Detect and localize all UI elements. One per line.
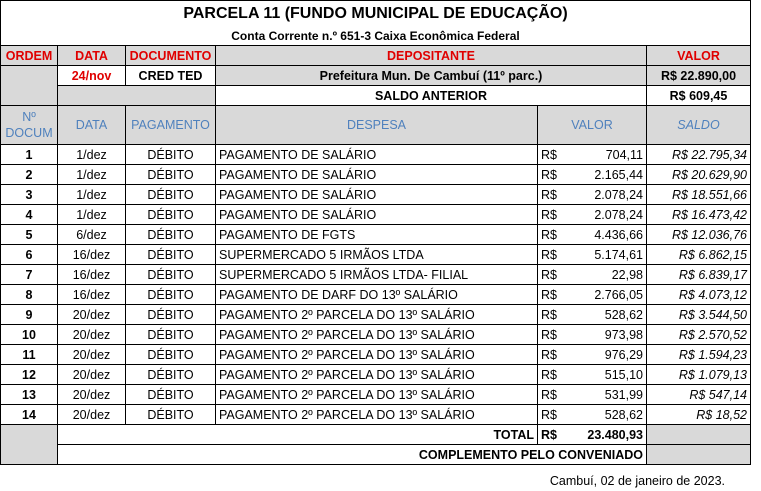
row-payment: DÉBITO xyxy=(126,405,216,425)
expense-rows xyxy=(1,145,751,425)
row-currency: R$ xyxy=(541,147,557,162)
row-value-cell xyxy=(538,305,647,325)
row-description: PAGAMENTO DE FGTS xyxy=(216,225,538,245)
row-currency: R$ xyxy=(541,347,557,362)
row-date: 20/dez xyxy=(58,385,126,405)
row-num: 9 xyxy=(1,305,58,325)
row-description: PAGAMENTO DE SALÁRIO xyxy=(216,145,538,165)
row-balance: R$ 1.079,13 xyxy=(647,365,751,385)
row-value: 973,98 xyxy=(604,327,643,342)
deposit-value: R$ 22.890,00 xyxy=(647,66,751,86)
row-value-cell xyxy=(538,145,647,165)
row-payment: DÉBITO xyxy=(126,265,216,285)
row-date: 6/dez xyxy=(58,225,126,245)
row-value-cell xyxy=(538,165,647,185)
row-balance: R$ 18.551,66 xyxy=(647,185,751,205)
row-value: 2.766,05 xyxy=(594,287,643,302)
row-balance: R$ 6.862,15 xyxy=(647,245,751,265)
row-currency: R$ xyxy=(541,167,557,182)
row-currency: R$ xyxy=(541,387,557,402)
row-description: PAGAMENTO 2º PARCELA DO 13º SALÁRIO xyxy=(216,305,538,325)
row-date: 16/dez xyxy=(58,265,126,285)
row-balance: R$ 6.839,17 xyxy=(647,265,751,285)
row-currency: R$ xyxy=(541,327,557,342)
table-row xyxy=(1,245,751,265)
table-row xyxy=(1,205,751,225)
header-valor: VALOR xyxy=(647,46,751,66)
row-description: PAGAMENTO 2º PARCELA DO 13º SALÁRIO xyxy=(216,345,538,365)
row-num: 14 xyxy=(1,405,58,425)
row-balance: R$ 12.036,76 xyxy=(647,225,751,245)
row-payment: DÉBITO xyxy=(126,345,216,365)
row-num: 10 xyxy=(1,325,58,345)
row-balance: R$ 22.795,34 xyxy=(647,145,751,165)
row-balance: R$ 20.629,90 xyxy=(647,165,751,185)
row-date: 20/dez xyxy=(58,365,126,385)
table-row xyxy=(1,185,751,205)
row-currency: R$ xyxy=(541,247,557,262)
table-row xyxy=(1,165,751,185)
row-balance: R$ 4.073,12 xyxy=(647,285,751,305)
total-currency: R$ xyxy=(541,427,557,442)
row-payment: DÉBITO xyxy=(126,285,216,305)
row-description: SUPERMERCADO 5 IRMÃOS LTDA xyxy=(216,245,538,265)
row-currency: R$ xyxy=(541,267,557,282)
row-payment: DÉBITO xyxy=(126,325,216,345)
row-balance: R$ 18,52 xyxy=(647,405,751,425)
row-num: 3 xyxy=(1,185,58,205)
deposit-ordem-cell xyxy=(1,66,58,106)
header-depositante: DEPOSITANTE xyxy=(216,46,647,66)
table-row xyxy=(1,285,751,305)
table-row xyxy=(1,305,751,325)
header-despesa: DESPESA xyxy=(216,106,538,145)
header-num-docum xyxy=(1,106,58,145)
header-num-line2: DOCUM xyxy=(5,126,53,140)
row-date: 20/dez xyxy=(58,405,126,425)
row-date: 16/dez xyxy=(58,245,126,265)
row-value: 22,98 xyxy=(611,267,643,282)
saldo-spacer xyxy=(58,86,216,106)
row-description: PAGAMENTO 2º PARCELA DO 13º SALÁRIO xyxy=(216,405,538,425)
row-date: 1/dez xyxy=(58,205,126,225)
footer-date: Cambuí, 02 de janeiro de 2023. xyxy=(549,474,725,488)
row-payment: DÉBITO xyxy=(126,225,216,245)
row-description: PAGAMENTO DE DARF DO 13º SALÁRIO xyxy=(216,285,538,305)
row-balance: R$ 16.473,42 xyxy=(647,205,751,225)
row-description: SUPERMERCADO 5 IRMÃOS LTDA- FILIAL xyxy=(216,265,538,285)
row-value-cell xyxy=(538,345,647,365)
row-value: 528,62 xyxy=(604,307,643,322)
row-num: 1 xyxy=(1,145,58,165)
complemento-right-spacer xyxy=(647,445,751,465)
table-row xyxy=(1,405,751,425)
header-saldo: SALDO xyxy=(647,106,751,145)
row-date: 1/dez xyxy=(58,145,126,165)
row-currency: R$ xyxy=(541,407,557,422)
row-num: 11 xyxy=(1,345,58,365)
row-num: 2 xyxy=(1,165,58,185)
deposit-document: CRED TED xyxy=(126,66,216,86)
deposit-row xyxy=(1,66,751,86)
row-num: 4 xyxy=(1,205,58,225)
row-value: 2.165,44 xyxy=(594,167,643,182)
row-date: 1/dez xyxy=(58,185,126,205)
row-num: 8 xyxy=(1,285,58,305)
row-value-cell xyxy=(538,365,647,385)
complemento-label: COMPLEMENTO PELO CONVENIADO xyxy=(58,445,647,465)
row-value-cell xyxy=(538,405,647,425)
row-payment: DÉBITO xyxy=(126,385,216,405)
row-value: 528,62 xyxy=(604,407,643,422)
row-balance: R$ 3.544,50 xyxy=(647,305,751,325)
row-value-cell xyxy=(538,285,647,305)
row-payment: DÉBITO xyxy=(126,205,216,225)
row-num: 13 xyxy=(1,385,58,405)
row-currency: R$ xyxy=(541,307,557,322)
row-value-cell xyxy=(538,205,647,225)
header-documento: DOCUMENTO xyxy=(126,46,216,66)
row-value-cell xyxy=(538,185,647,205)
row-payment: DÉBITO xyxy=(126,185,216,205)
table-row xyxy=(1,225,751,245)
row-date: 16/dez xyxy=(58,285,126,305)
saldo-anterior-row xyxy=(1,86,751,106)
row-description: PAGAMENTO 2º PARCELA DO 13º SALÁRIO xyxy=(216,385,538,405)
total-left-spacer xyxy=(1,425,58,465)
row-value-cell xyxy=(538,325,647,345)
row-value: 531,99 xyxy=(604,387,643,402)
header-ordem: ORDEM xyxy=(1,46,58,66)
row-currency: R$ xyxy=(541,287,557,302)
row-value: 976,29 xyxy=(604,347,643,362)
deposit-date: 24/nov xyxy=(58,66,126,86)
saldo-anterior-label: SALDO ANTERIOR xyxy=(216,86,647,106)
page-title: PARCELA 11 (FUNDO MUNICIPAL DE EDUCAÇÃO) xyxy=(1,1,751,28)
header-num-line1: Nº xyxy=(22,110,36,124)
table-row xyxy=(1,145,751,165)
table-row xyxy=(1,265,751,285)
row-value-cell xyxy=(538,225,647,245)
row-num: 7 xyxy=(1,265,58,285)
row-payment: DÉBITO xyxy=(126,305,216,325)
table-row xyxy=(1,345,751,365)
row-payment: DÉBITO xyxy=(126,145,216,165)
row-payment: DÉBITO xyxy=(126,365,216,385)
row-date: 20/dez xyxy=(58,325,126,345)
table-row xyxy=(1,325,751,345)
row-payment: DÉBITO xyxy=(126,245,216,265)
deposit-depositor: Prefeitura Mun. De Cambuí (11º parc.) xyxy=(216,66,647,86)
row-value: 4.436,66 xyxy=(594,227,643,242)
header-expense-valor: VALOR xyxy=(538,106,647,145)
row-value: 2.078,24 xyxy=(594,207,643,222)
deposit-header-row xyxy=(1,46,751,66)
table-row xyxy=(1,385,751,405)
row-currency: R$ xyxy=(541,187,557,202)
header-pagamento: PAGAMENTO xyxy=(126,106,216,145)
row-description: PAGAMENTO DE SALÁRIO xyxy=(216,205,538,225)
total-label: TOTAL xyxy=(58,425,538,445)
row-currency: R$ xyxy=(541,367,557,382)
complemento-row xyxy=(1,445,751,465)
row-description: PAGAMENTO 2º PARCELA DO 13º SALÁRIO xyxy=(216,365,538,385)
header-expense-date: DATA xyxy=(58,106,126,145)
expense-header-row xyxy=(1,106,751,145)
row-balance: R$ 1.594,23 xyxy=(647,345,751,365)
row-description: PAGAMENTO DE SALÁRIO xyxy=(216,165,538,185)
row-balance: R$ 547,14 xyxy=(647,385,751,405)
row-num: 6 xyxy=(1,245,58,265)
row-num: 5 xyxy=(1,225,58,245)
row-value: 515,10 xyxy=(604,367,643,382)
row-description: PAGAMENTO 2º PARCELA DO 13º SALÁRIO xyxy=(216,325,538,345)
row-value-cell xyxy=(538,245,647,265)
total-value-cell xyxy=(538,425,647,445)
row-payment: DÉBITO xyxy=(126,165,216,185)
saldo-anterior-value: R$ 609,45 xyxy=(647,86,751,106)
row-value: 5.174,61 xyxy=(594,247,643,262)
total-value: 23.480,93 xyxy=(587,427,643,442)
row-description: PAGAMENTO DE SALÁRIO xyxy=(216,185,538,205)
row-num: 12 xyxy=(1,365,58,385)
row-value-cell xyxy=(538,385,647,405)
total-row xyxy=(1,425,751,445)
row-balance: R$ 2.570,52 xyxy=(647,325,751,345)
total-right-spacer xyxy=(647,425,751,445)
row-date: 20/dez xyxy=(58,305,126,325)
row-value: 2.078,24 xyxy=(594,187,643,202)
row-value: 704,11 xyxy=(605,147,643,162)
header-data: DATA xyxy=(58,46,126,66)
row-date: 1/dez xyxy=(58,165,126,185)
row-date: 20/dez xyxy=(58,345,126,365)
row-currency: R$ xyxy=(541,227,557,242)
row-value-cell xyxy=(538,265,647,285)
table-row xyxy=(1,365,751,385)
account-subtitle: Conta Corrente n.º 651-3 Caixa Econômica Federal xyxy=(1,27,751,46)
row-currency: R$ xyxy=(541,207,557,222)
